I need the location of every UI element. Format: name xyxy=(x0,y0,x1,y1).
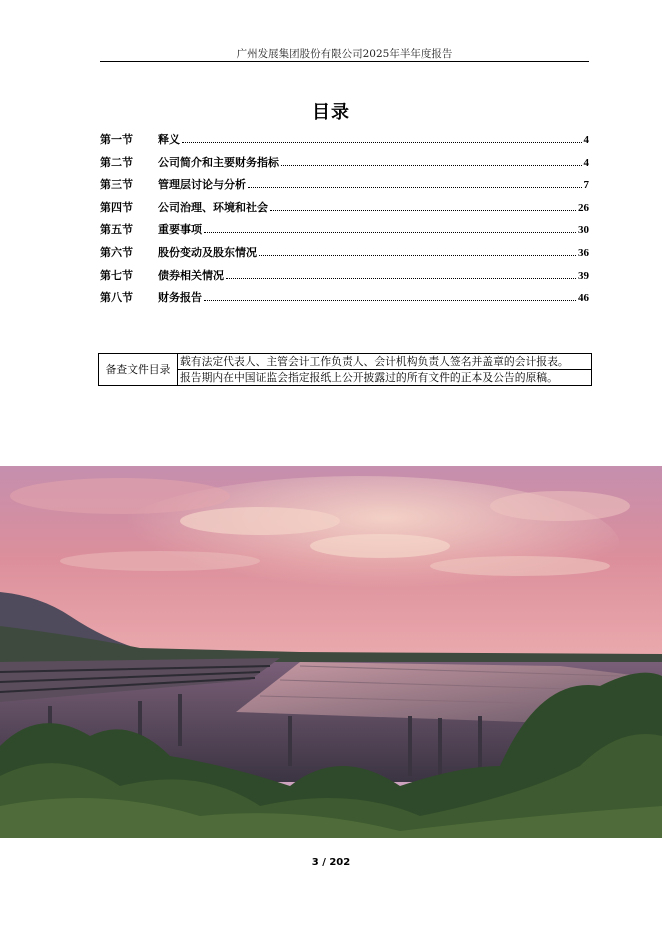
toc-dot-leader xyxy=(226,278,576,279)
toc-page-number: 4 xyxy=(583,134,589,146)
reference-documents-label: 备查文件目录 xyxy=(99,354,178,386)
toc-page-number: 7 xyxy=(583,179,589,192)
toc-section-title: 释义 xyxy=(158,133,180,146)
toc-section-number: 第六节 xyxy=(100,245,133,259)
toc-entry[interactable] xyxy=(100,131,589,154)
toc-section-title: 公司简介和主要财务指标 xyxy=(158,155,279,169)
reference-document-item: 载有法定代表人、主管会计工作负责人、会计机构负责人签名并盖章的会计报表。 xyxy=(178,354,592,370)
toc-section-title: 重要事项 xyxy=(158,223,202,237)
toc-section-number: 第五节 xyxy=(100,223,133,237)
toc-entry[interactable] xyxy=(100,267,589,290)
toc-entry[interactable] xyxy=(100,199,589,222)
toc-page-number: 26 xyxy=(578,201,589,214)
toc-dot-leader xyxy=(182,142,582,143)
toc-section-number: 第一节 xyxy=(100,133,133,146)
toc-dot-leader xyxy=(248,187,582,188)
toc-dot-leader xyxy=(270,210,576,211)
toc-section-title: 债券相关情况 xyxy=(158,268,224,282)
toc-entry[interactable] xyxy=(100,221,589,244)
toc-section-title: 管理层讨论与分析 xyxy=(158,178,246,192)
toc-section-number: 第四节 xyxy=(100,200,133,214)
toc-section-number: 第七节 xyxy=(100,268,133,282)
toc-section-title: 公司治理、环境和社会 xyxy=(158,200,268,214)
reference-documents-table xyxy=(98,353,592,386)
solar-farm-sunset-image xyxy=(0,466,662,838)
toc-entry[interactable] xyxy=(100,176,589,199)
toc-dot-leader xyxy=(259,255,576,256)
toc-page-number: 4 xyxy=(583,156,589,169)
toc-title: 目录 xyxy=(312,102,350,123)
toc-section-number: 第二节 xyxy=(100,155,133,169)
toc-section-title: 财务报告 xyxy=(158,291,202,305)
page-number: 3 / 202 xyxy=(311,857,351,868)
toc-page-number: 30 xyxy=(578,224,589,237)
toc-dot-leader xyxy=(204,232,576,233)
header-rule xyxy=(100,61,589,62)
page-header: 广州发展集团股份有限公司2025年半年度报告 xyxy=(236,48,453,60)
toc-entry[interactable] xyxy=(100,244,589,267)
cover-photo xyxy=(0,466,662,838)
toc-entry[interactable] xyxy=(100,289,589,312)
toc-entry[interactable] xyxy=(100,154,589,177)
toc-page-number: 36 xyxy=(578,246,589,259)
toc-dot-leader xyxy=(281,165,582,166)
toc-section-number: 第三节 xyxy=(100,178,133,192)
toc-section-number: 第八节 xyxy=(100,291,133,305)
toc-section-title: 股份变动及股东情况 xyxy=(158,245,257,259)
toc-dot-leader xyxy=(204,300,576,301)
toc-page-number: 39 xyxy=(578,269,589,282)
toc-page-number: 46 xyxy=(578,292,589,305)
reference-document-item: 报告期内在中国证监会指定报纸上公开披露过的所有文件的正本及公告的原稿。 xyxy=(178,370,592,386)
table-of-contents xyxy=(100,131,589,312)
